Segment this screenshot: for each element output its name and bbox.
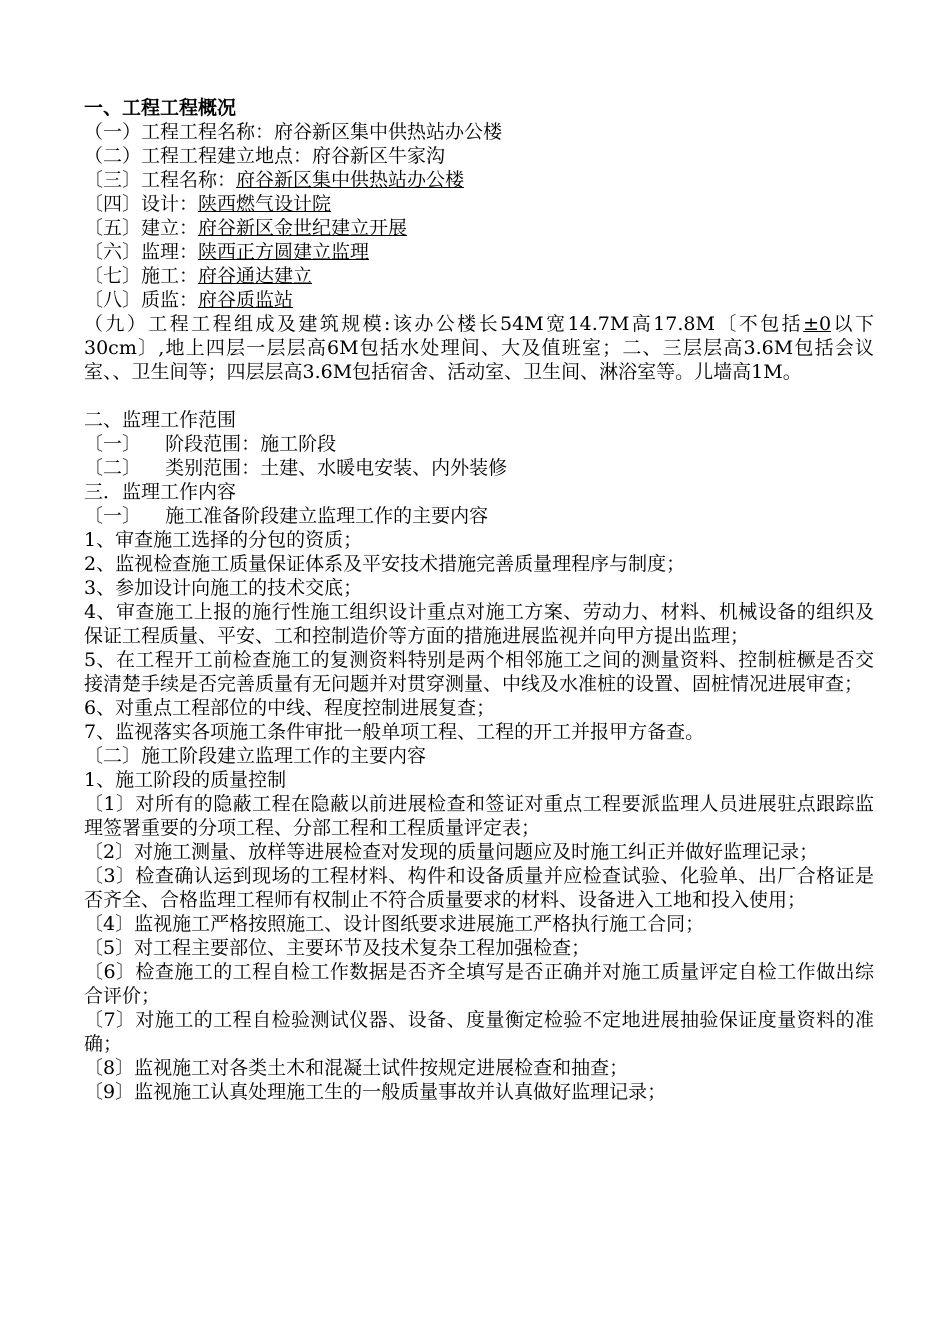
list-item: 6、对重点工程部位的中线、程度控制进展复查； [84, 697, 496, 719]
item-label: 〔三〕工程名称： [84, 169, 237, 191]
building-scale-paragraph [84, 312, 874, 384]
quality-control-title: 1、施工阶段的质量控制 [84, 769, 287, 791]
plus-minus-zero: ±0 [803, 313, 832, 335]
item-value-underlined: 府谷质监站 [198, 289, 294, 311]
item-value-underlined: 府谷新区金世纪建立开展 [198, 217, 408, 239]
document-page [84, 96, 874, 1104]
project-location-line [84, 144, 874, 168]
preparation-stage-heading: 〔一〕 施工准备阶段建立监理工作的主要内容 [84, 505, 489, 527]
item-label: 〔六〕监理： [84, 241, 199, 263]
construction-unit-line [84, 216, 874, 240]
engineering-name-line [84, 168, 874, 192]
item-value: 府谷新区集中供热站办公楼 [274, 121, 503, 143]
list-item: 〔8〕监视施工对各类土木和混凝土试件按规定进展检查和抽查； [84, 1057, 629, 1079]
item-value-underlined: 陕西燃气设计院 [198, 193, 332, 215]
list-item: 2、监视检查施工质量保证体系及平安技术措施完善质量理程序与制度； [84, 553, 686, 575]
list-item: 〔4〕监视施工严格按照施工、设计图纸要求进展施工严格执行施工合同； [84, 913, 705, 935]
item-label: （二）工程工程建立地点： [84, 145, 313, 167]
construction-stage-heading: 〔二〕施工阶段建立监理工作的主要内容 [84, 745, 427, 767]
item-label: 〔四〕设计： [84, 193, 199, 215]
project-name-line [84, 120, 874, 144]
scale-text-end: 以下30cm〕,地上四层一层层高6M包括水处理间、大及值班室；二、三层层高3.6M包括会议室、、卫生间等；四层层高3.6M包括宿舍、活动室、卫生间、淋浴室等。儿墙高1M。 [84, 313, 874, 383]
section-3-heading: 三．监理工作内容 [84, 481, 237, 503]
blank-line [84, 384, 874, 408]
quality-supervision-line [84, 288, 874, 312]
contractor-line [84, 264, 874, 288]
supervision-line [84, 240, 874, 264]
item-value-underlined: 府谷通达建立 [198, 265, 313, 287]
stage-scope-line: 〔一〕 阶段范围：施工阶段 [84, 433, 337, 455]
item-label: （一）工程工程名称： [84, 121, 275, 143]
item-value-underlined: 府谷新区集中供热站办公楼 [236, 169, 465, 191]
list-item: 5、在工程开工前检查施工的复测资料特别是两个相邻施工之间的测量资料、控制桩橛是否交接清楚手续是否完善质量有无问题并对贯穿测量、中线及水准桩的设置、固桩情况进展审查； [84, 649, 874, 695]
item-label: 〔七〕施工： [84, 265, 199, 287]
list-item: 〔1〕对所有的隐蔽工程在隐蔽以前进展检查和签证对重点工程要派监理人员进展驻点跟踪监理签署重要的分项工程、分部工程和工程质量评定表； [84, 793, 874, 839]
scale-text-start: （九）工程工程组成及建筑规模:该办公楼长54M宽14.7M高17.8M〔不包括 [84, 313, 804, 335]
item-label: 〔八〕质监： [84, 289, 199, 311]
list-item: 4、审查施工上报的施行性施工组织设计重点对施工方案、劳动力、材料、机械设备的组织及保证工程质量、平安、工和控制造价等方面的措施进展监视并向甲方提出监理； [84, 601, 874, 647]
list-item: 〔6〕检查施工的工程自检工作数据是否齐全填写是否正确并对施工质量评定自检工作做出综合评价； [84, 961, 874, 1007]
item-value: 府谷新区牛家沟 [312, 145, 446, 167]
list-item: 7、监视落实各项施工条件审批一般单项工程、工程的开工并报甲方备查。 [84, 721, 705, 743]
item-label: 〔五〕建立： [84, 217, 199, 239]
list-item: 〔2〕对施工测量、放样等进展检查对发现的质量问题应及时施工纠正并做好监理记录； [84, 841, 819, 863]
list-item: 〔5〕对工程主要部位、主要环节及技术复杂工程加强检查； [84, 937, 591, 959]
list-item: 〔9〕监视施工认真处理施工生的一般质量事故并认真做好监理记录； [84, 1081, 667, 1103]
list-item: 〔3〕检查确认运到现场的工程材料、构件和设备质量并应检查试验、化验单、出厂合格证是否齐全、合格监理工程师有权制止不符合质量要求的材料、设备进入工地和投入使用； [84, 865, 874, 911]
list-item: 1、审查施工选择的分包的资质； [84, 529, 363, 551]
list-item: 〔7〕对施工的工程自检验测试仪器、设备、度量衡定检验不定地进展抽验保证度量资料的准确； [84, 1009, 874, 1055]
section-2-heading: 二、监理工作范围 [84, 409, 237, 431]
category-scope-line: 〔二〕 类别范围：土建、水暖电安装、内外装修 [84, 457, 508, 479]
list-item: 3、参加设计向施工的技术交底； [84, 577, 363, 599]
design-line [84, 192, 874, 216]
section-1-heading: 一、工程工程概况 [84, 97, 237, 119]
item-value-underlined: 陕西正方圆建立监理 [198, 241, 370, 263]
